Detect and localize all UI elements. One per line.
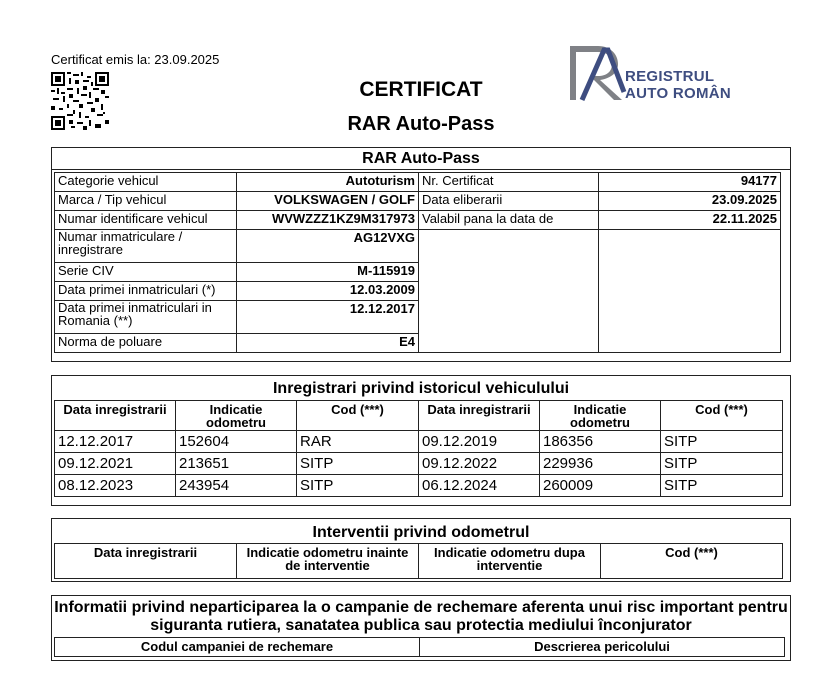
history-section-title: Inregistrari privind istoricul vehiculului	[272, 380, 570, 397]
table-cell: SITP	[661, 475, 783, 497]
odometer-section	[51, 518, 791, 582]
table-row	[55, 453, 783, 475]
column-header: Data inregistrarii	[55, 401, 176, 431]
table-cell: SITP	[661, 453, 783, 475]
row-label: Serie CIV	[55, 263, 237, 282]
history-section	[51, 375, 791, 506]
row-label: Categorie vehicul	[55, 173, 237, 192]
table-cell: SITP	[661, 431, 783, 453]
logo-line-1: REGISTRUL	[625, 68, 715, 85]
odometer-section-title: Interventii privind odometrul	[312, 524, 530, 541]
table-cell: 260009	[540, 475, 661, 497]
recall-section-title: Informatii privind neparticiparea la o campanie de rechemare aferenta unui risc important pentru siguranta rutiera, sanatatea publica sau protectia mediului înconjurator	[54, 599, 788, 634]
column-header: Descrierea pericolului	[420, 638, 785, 657]
odometer-table	[54, 543, 783, 579]
row-label: Nr. Certificat	[419, 173, 599, 192]
table-row	[55, 230, 781, 263]
table-cell: 09.12.2019	[419, 431, 540, 453]
logo-line-2: AUTO ROMÂN	[625, 85, 732, 102]
column-header: Indicatie odometru	[176, 401, 297, 431]
row-value: AG12VXG	[237, 230, 419, 263]
row-label: Data primei inmatriculari (*)	[55, 282, 237, 301]
row-label: Data primei inmatriculari in Romania (**)	[55, 301, 237, 334]
row-label: Valabil pana la data de	[419, 211, 599, 230]
column-header: Indicatie odometru	[540, 401, 661, 431]
odometer-header-row	[55, 544, 783, 579]
table-cell: SITP	[297, 453, 419, 475]
column-header: Codul campaniei de rechemare	[55, 638, 420, 657]
table-cell: 09.12.2022	[419, 453, 540, 475]
table-row	[55, 192, 781, 211]
row-value: E4	[237, 334, 419, 353]
vehicle-section-title: RAR Auto-Pass	[52, 148, 790, 170]
row-label: Numar identificare vehicul	[55, 211, 237, 230]
row-value: 94177	[599, 173, 781, 192]
empty-cell	[599, 230, 781, 353]
column-header: Cod (***)	[661, 401, 783, 431]
row-label: Norma de poluare	[55, 334, 237, 353]
table-cell: 12.12.2017	[55, 431, 176, 453]
table-row	[55, 173, 781, 192]
row-value: 12.03.2009	[237, 282, 419, 301]
table-cell: RAR	[297, 431, 419, 453]
table-cell: 09.12.2021	[55, 453, 176, 475]
column-header: Cod (***)	[297, 401, 419, 431]
table-cell: 229936	[540, 453, 661, 475]
row-label: Marca / Tip vehicul	[55, 192, 237, 211]
recall-section	[51, 595, 791, 661]
certificate-subtitle: RAR Auto-Pass	[347, 113, 495, 135]
table-row	[55, 431, 783, 453]
recall-header-row	[55, 638, 785, 657]
table-row	[55, 475, 783, 497]
row-value: Autoturism	[237, 173, 419, 192]
vehicle-table	[54, 172, 781, 353]
empty-cell	[419, 230, 599, 353]
table-row	[55, 211, 781, 230]
column-header: Indicatie odometru inainte de interventie	[237, 544, 419, 579]
certificate-title: CERTIFICAT	[359, 78, 483, 101]
column-header: Indicatie odometru dupa interventie	[419, 544, 601, 579]
row-value: 12.12.2017	[237, 301, 419, 334]
table-cell: 06.12.2024	[419, 475, 540, 497]
history-table	[54, 400, 783, 497]
issue-date-text: Certificat emis la: 23.09.2025	[51, 52, 220, 67]
column-header: Data inregistrarii	[419, 401, 540, 431]
row-value: 23.09.2025	[599, 192, 781, 211]
row-value: 22.11.2025	[599, 211, 781, 230]
column-header: Data inregistrarii	[55, 544, 237, 579]
logo-text	[625, 68, 731, 102]
row-label: Data eliberarii	[419, 192, 599, 211]
table-cell: 152604	[176, 431, 297, 453]
recall-table	[54, 637, 785, 657]
row-value: VOLKSWAGEN / GOLF	[237, 192, 419, 211]
history-header-row	[55, 401, 783, 431]
table-cell: 213651	[176, 453, 297, 475]
row-value: WVWZZZ1KZ9M317973	[237, 211, 419, 230]
row-label: Numar inmatriculare / inregistrare	[55, 230, 237, 263]
table-cell: 186356	[540, 431, 661, 453]
table-cell: SITP	[297, 475, 419, 497]
vehicle-info-section	[51, 147, 791, 362]
row-value: M-115919	[237, 263, 419, 282]
table-cell: 08.12.2023	[55, 475, 176, 497]
table-cell: 243954	[176, 475, 297, 497]
column-header: Cod (***)	[601, 544, 783, 579]
